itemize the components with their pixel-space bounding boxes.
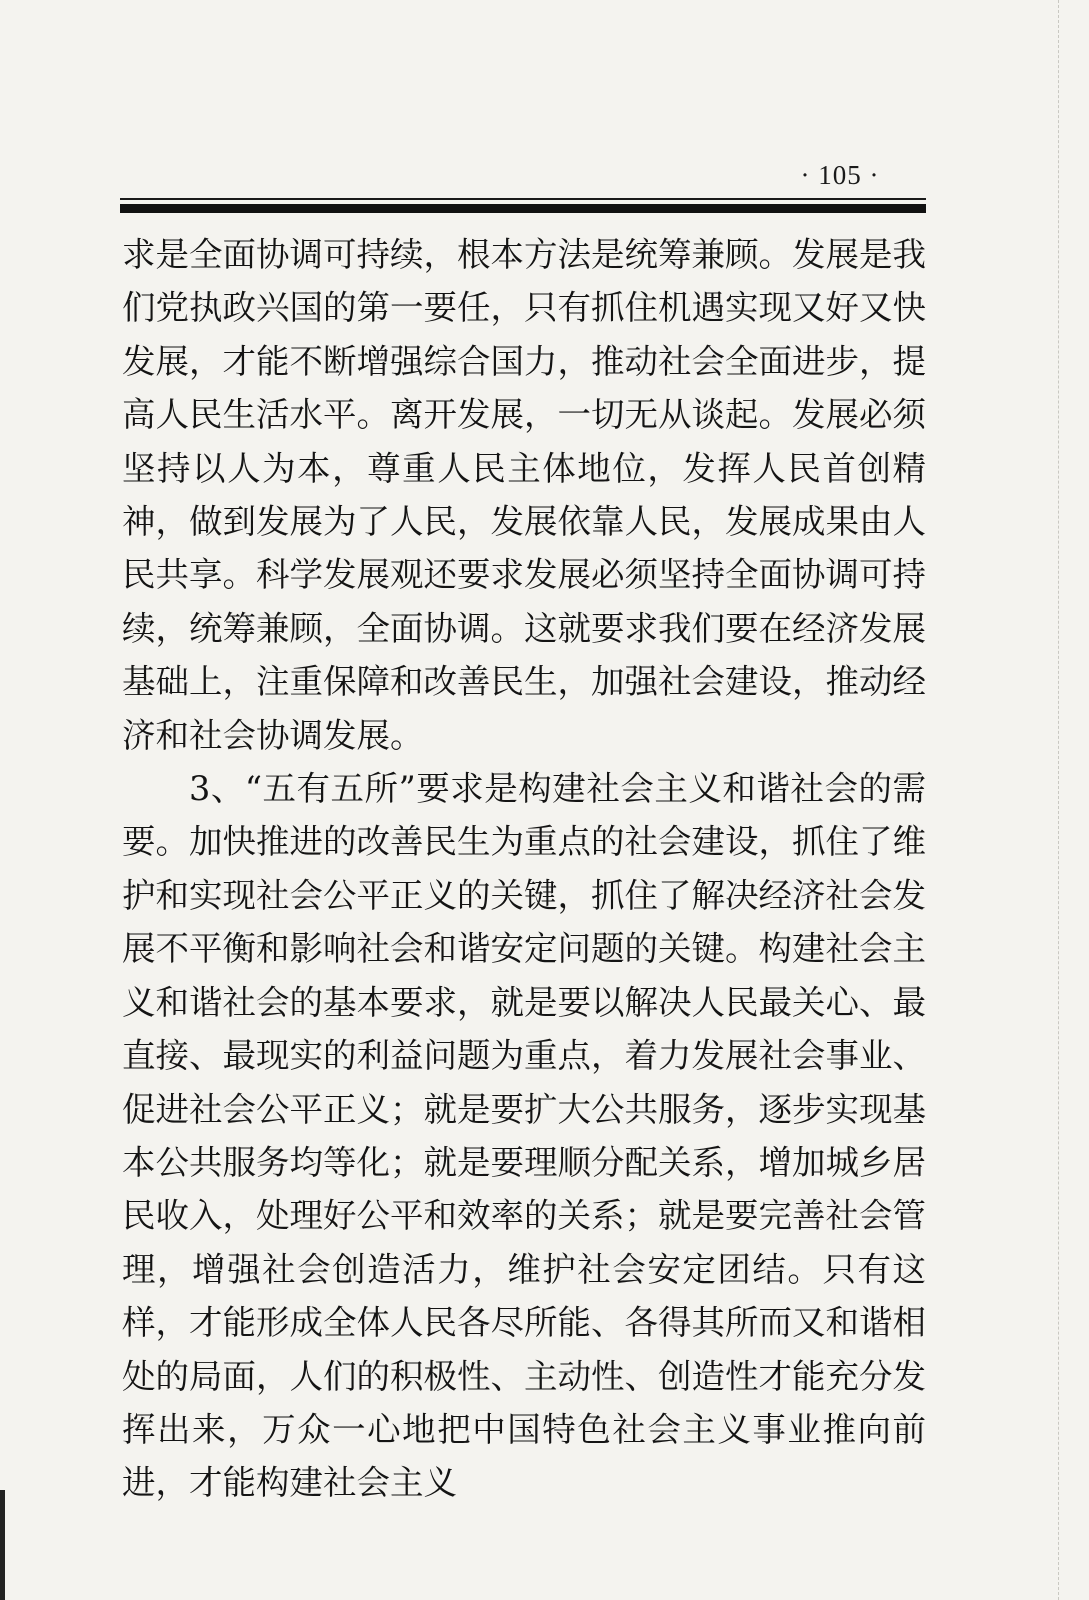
body-text <box>122 228 926 1510</box>
header-rule-thick <box>120 204 926 213</box>
paragraph-section-3: 3、“五有五所”要求是构建社会主义和谐社会的需要。加快推进的改善民生为重点的社会建设，抓住了维护和实现社会公平正义的关键，抓住了解决经济社会发展不平衡和影响社会和谐安定问题的关键。构建社会主义和谐社会的基本要求，就是要以解决人民最关心、最直接、最现实的利益问题为重点，着力发展社会事业、促进社会公平正义；就是要扩大公共服务，逐步实现基本公共服务均等化；就是要理顺分配关系，增加城乡居民收入，处理好公平和效率的关系；就是要完善社会管理，增强社会创造活力，维护社会安定团结。只有这样，才能形成全体人民各尽所能、各得其所而又和谐相处的局面，人们的积极性、主动性、创造性才能充分发挥出来，万众一心地把中国特色社会主义事业推向前进，才能构建社会主义 <box>122 769 926 1503</box>
page-number: · 105 · <box>800 160 880 190</box>
paragraph-continued: 求是全面协调可持续，根本方法是统筹兼顾。发展是我们党执政兴国的第一要任，只有抓住机遇实现又好又快发展，才能不断增强综合国力，推动社会全面进步，提高人民生活水平。离开发展，一切无从谈起。发展必须坚持以人为本，尊重人民主体地位，发挥人民首创精神，做到发展为了人民，发展依靠人民，发展成果由人民共享。科学发展观还要求发展必须坚持全面协调可持续，统筹兼顾，全面协调。这就要求我们要在经济发展基础上，注重保障和改善民生，加强社会建设，推动经济和社会协调发展。 <box>122 235 926 755</box>
scan-edge-shadow <box>0 1490 5 1600</box>
header-rule-thin <box>120 198 926 200</box>
scan-edge-line <box>1058 0 1060 1600</box>
